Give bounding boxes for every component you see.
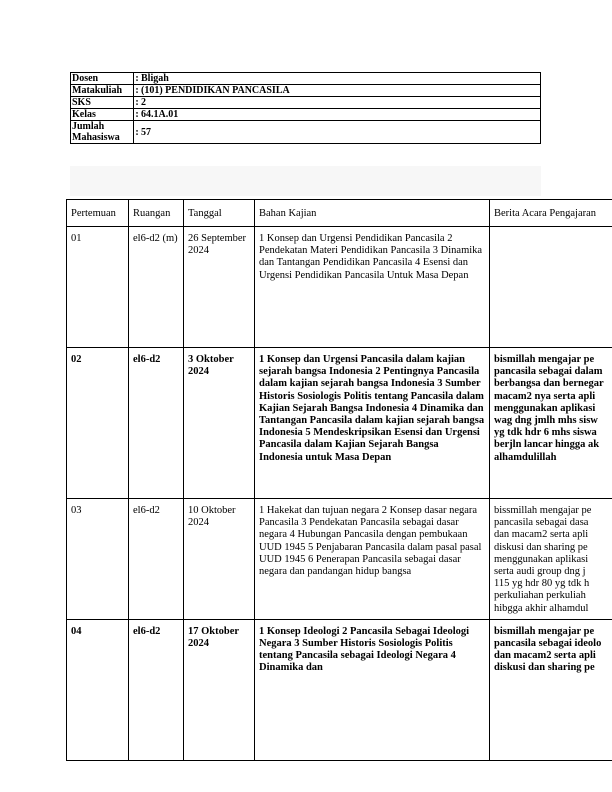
matakuliah-label: Matakuliah — [71, 85, 134, 97]
cell-ruangan: el6-d2 (m) — [129, 227, 184, 348]
sks-value: 2 — [140, 97, 541, 109]
cell-tanggal: 3 Oktober 2024 — [184, 348, 255, 499]
cell-tanggal: 17 Oktober 2024 — [184, 619, 255, 760]
cell-berita-acara: bissmillah mengajar pe pancasila sebagai dasa dan macam2 serta apli diskusi dan sharing pe menggunakan aplikasi serta audi group dng j 115 yg hdr 80 yg tdk h perkuliahan perkuliah hibgga akhir alhamdul — [490, 499, 612, 620]
table-row — [67, 227, 612, 348]
sks-separator: : — [135, 97, 139, 108]
cell-ruangan: el6-d2 — [129, 619, 184, 760]
cell-bahan-kajian: 1 Konsep dan Urgensi Pendidikan Pancasila 2 Pendekatan Materi Pendidikan Pancasila 3 Dinamika dan Tantangan Pendidikan Pancasila 4 Esensi dan Urgensi Pendidikan Pancasila Untuk Masa Depan — [255, 227, 490, 348]
cell-pertemuan: 02 — [67, 348, 129, 499]
cell-berita-acara: bismillah mengajar pe pancasila sebagai dalam berbangsa dan bernegar macam2 nya serta apli menggunakan aplikasi wag dng jmlh mhs sisw yg tdk hdr 6 mhs siswa berjln lancar hingga ak alhamdulillah — [490, 348, 612, 499]
dosen-value: Bligah — [140, 73, 541, 85]
header-tanggal: Tanggal — [184, 200, 255, 227]
dosen-label: Dosen — [71, 73, 134, 85]
kelas-label: Kelas — [71, 109, 134, 121]
info-row-jumlah — [71, 121, 541, 144]
cell-tanggal: 26 September 2024 — [184, 227, 255, 348]
meeting-schedule-table — [66, 199, 612, 761]
cell-berita-acara — [490, 227, 612, 348]
shaded-spacer — [70, 166, 541, 196]
kelas-separator: : — [135, 109, 139, 120]
dosen-separator: : — [135, 73, 139, 84]
matakuliah-value: (101) PENDIDIKAN PANCASILA — [140, 85, 541, 97]
matakuliah-separator: : — [135, 85, 139, 96]
cell-ruangan: el6-d2 — [129, 348, 184, 499]
table-row — [67, 348, 612, 499]
cell-bahan-kajian: 1 Konsep Ideologi 2 Pancasila Sebagai Ideologi Negara 3 Sumber Historis Sosiologis Politis tentang Pancasila sebagai Ideologi Negara 4 Dinamika dan — [255, 619, 490, 760]
table-header-row — [67, 200, 612, 227]
cell-ruangan: el6-d2 — [129, 499, 184, 620]
cell-bahan-kajian: 1 Konsep dan Urgensi Pancasila dalam kajian sejarah bangsa Indonesia 2 Pentingnya Pancasila dalam kajian sejarah bangsa Indonesia 3 Sumber Historis Sosiologis Politis tentang Pancasila dalam Kajian Sejarah Bangsa Indonesia 4 Dinamika dan Tantangan Pancasila dalam kajian sejarah bangsa Indonesia 5 Mendeskripsikan Esensi dan Urgensi Pancasila dalam Kajian Sejarah Bangsa Indonesia untuk Masa Depan — [255, 348, 490, 499]
cell-pertemuan: 01 — [67, 227, 129, 348]
cell-tanggal: 10 Oktober 2024 — [184, 499, 255, 620]
kelas-value: 64.1A.01 — [140, 109, 541, 121]
table-row — [67, 499, 612, 620]
header-pertemuan: Pertemuan — [67, 200, 129, 227]
info-row-kelas — [71, 109, 541, 121]
jumlah-separator: : — [134, 121, 141, 144]
cell-bahan-kajian: 1 Hakekat dan tujuan negara 2 Konsep dasar negara Pancasila 3 Pendekatan Pancasila sebagai dasar negara 4 Hubungan Pancasila dengan pembukaan UUD 1945 5 Penjabaran Pancasila dalam pasal pasal UUD 1945 6 Penerapan Pancasila sebagai dasar negara dan pandangan hidup bangsa — [255, 499, 490, 620]
info-row-dosen — [71, 73, 541, 85]
jumlah-label: Jumlah Mahasiswa — [71, 121, 134, 144]
info-row-sks — [71, 97, 541, 109]
cell-berita-acara: bismillah mengajar pe pancasila sebagai ideolo dan macam2 serta apli diskusi dan sharing pe — [490, 619, 612, 760]
info-row-matakuliah — [71, 85, 541, 97]
header-ruangan: Ruangan — [129, 200, 184, 227]
course-info-table — [70, 72, 541, 144]
sks-label: SKS — [71, 97, 134, 109]
cell-pertemuan: 04 — [67, 619, 129, 760]
jumlah-value: 57 — [140, 121, 541, 144]
table-row — [67, 619, 612, 760]
header-bahan-kajian: Bahan Kajian — [255, 200, 490, 227]
header-berita-acara: Berita Acara Pengajaran — [490, 200, 612, 227]
cell-pertemuan: 03 — [67, 499, 129, 620]
